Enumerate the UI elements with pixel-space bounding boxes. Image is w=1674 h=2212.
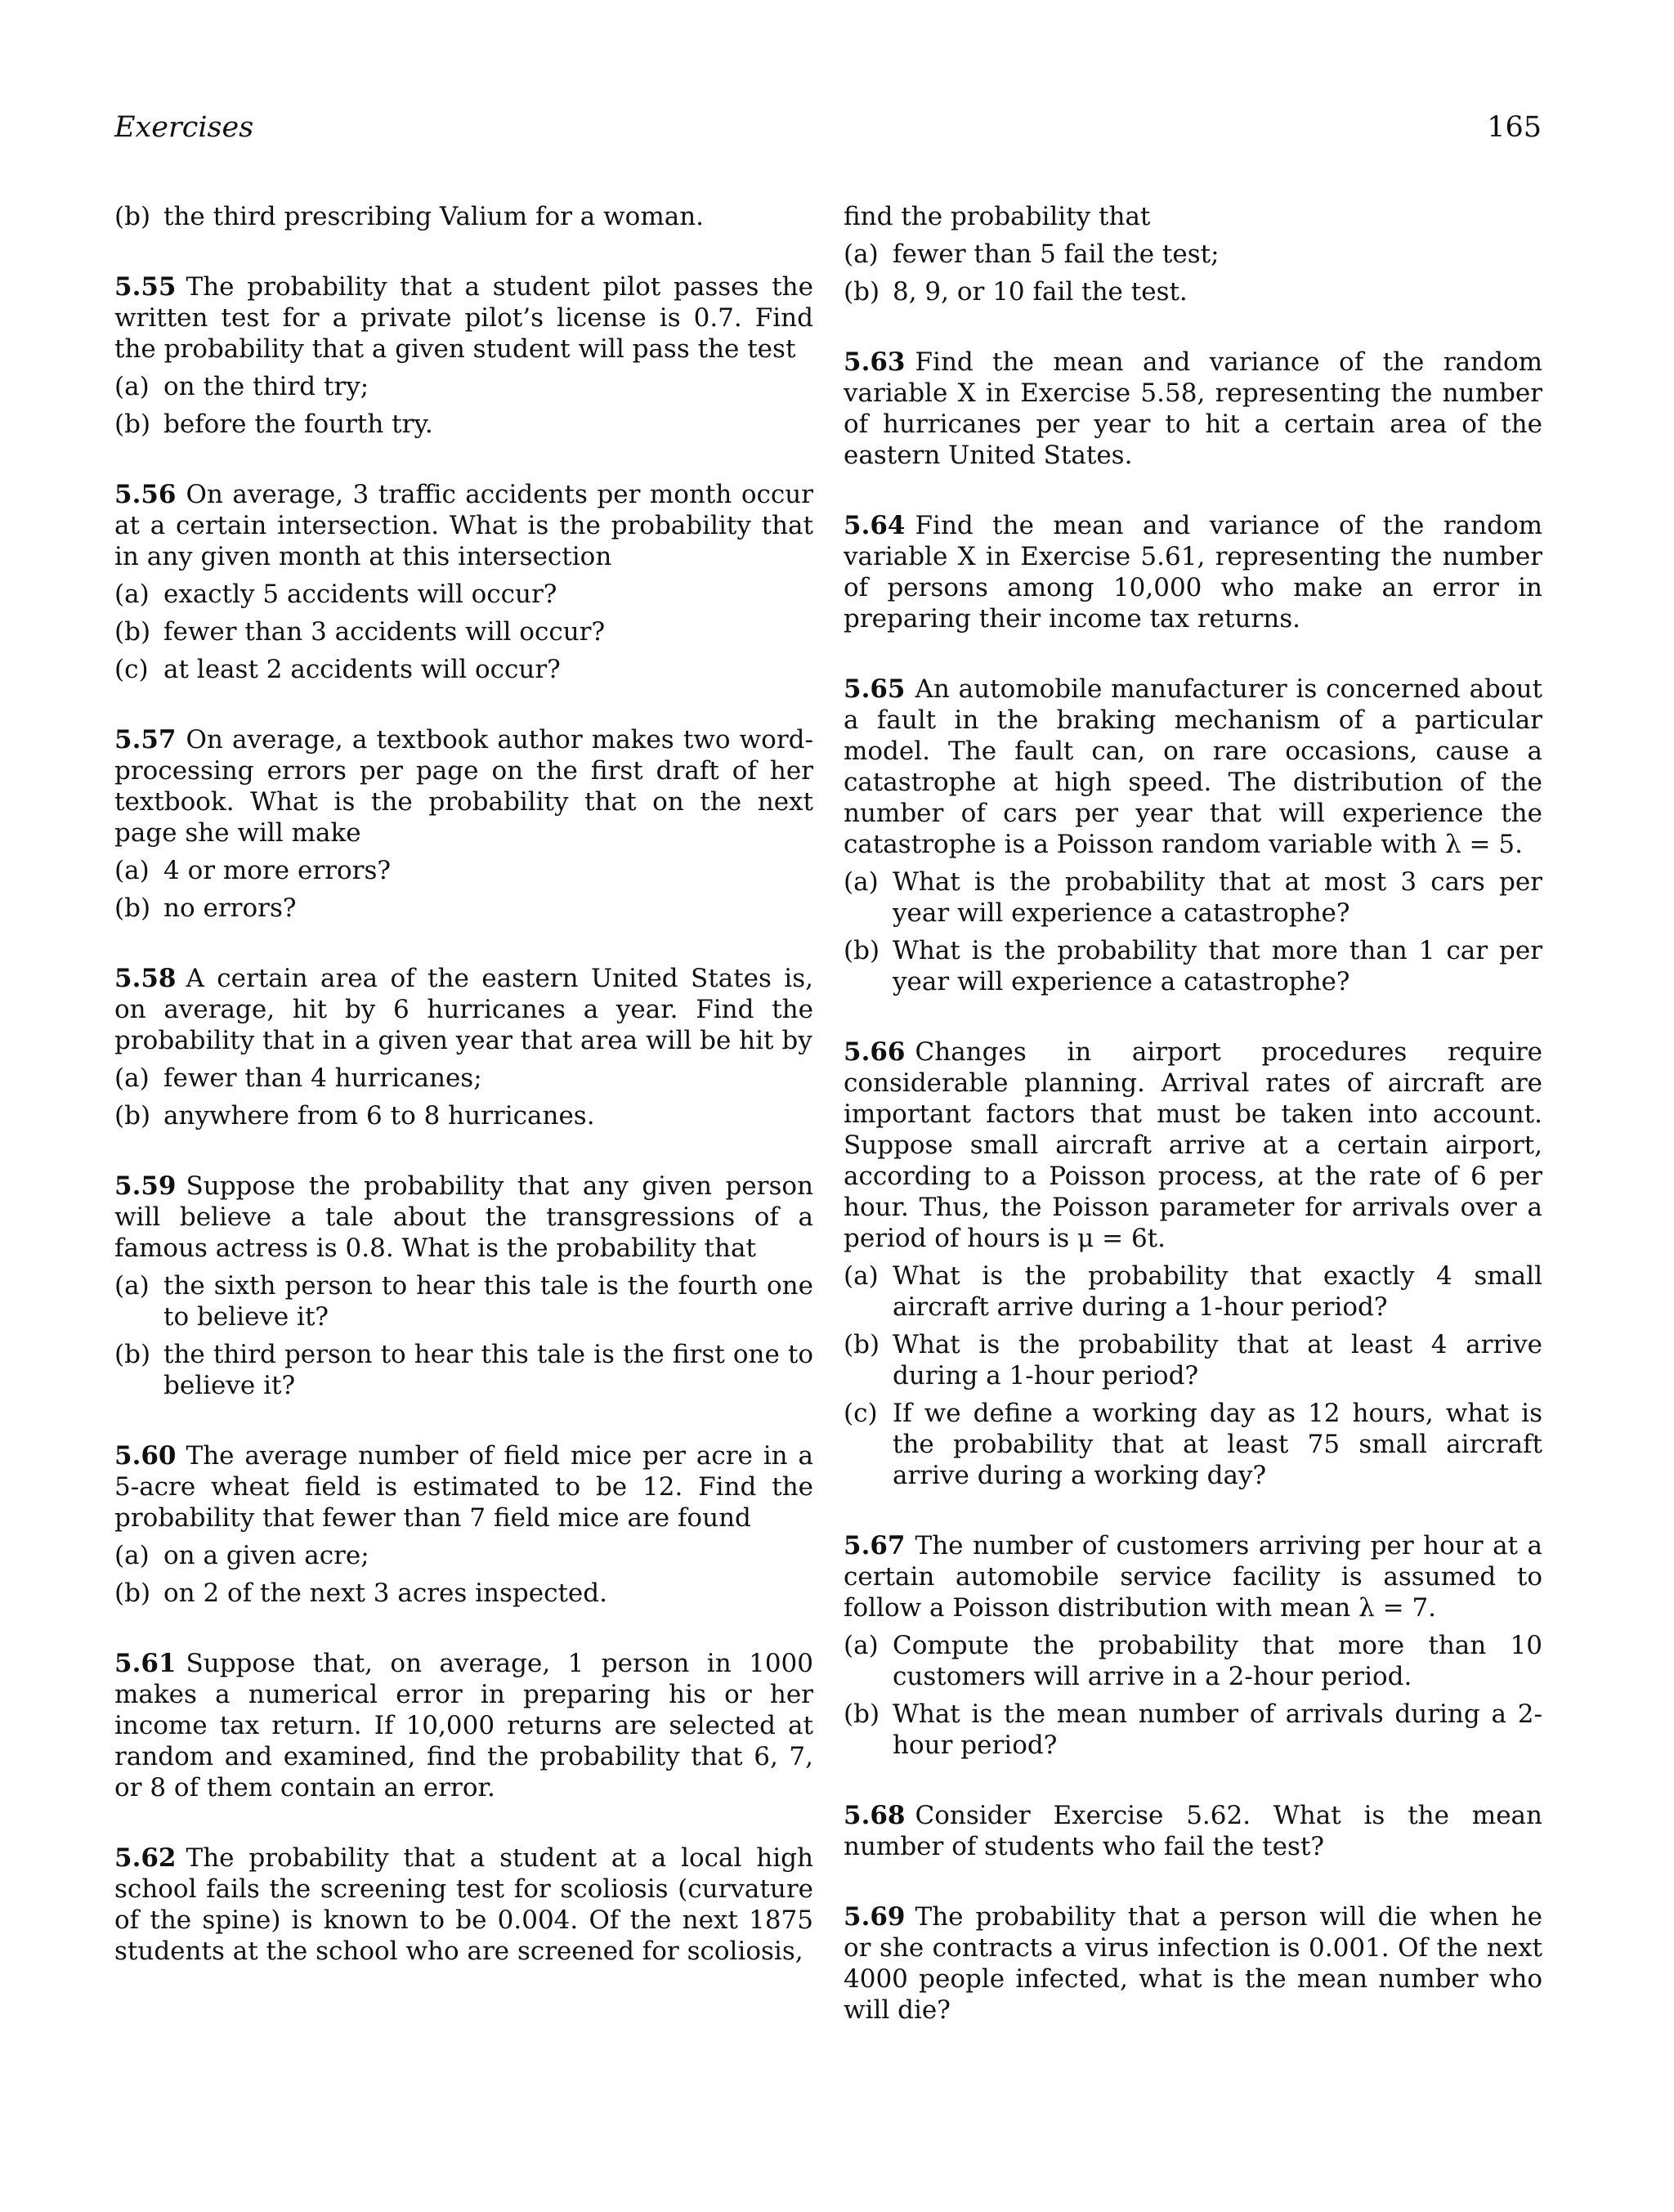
exercise-number: 5.57 [114,725,177,754]
item-text: the third prescribing Valium for a woman. [163,202,705,231]
exercise-item [844,866,1542,929]
exercise-block [844,1037,1542,1491]
exercise-block [114,1440,813,1609]
exercise-block [844,510,1542,634]
item-label: (c) [114,655,149,684]
item-text: What is the probability that exactly 4 small aircraft arrive during a 1-hour period? [893,1261,1542,1322]
item-text: exactly 5 accidents will occur? [163,580,557,609]
exercise-number: 5.61 [114,1649,177,1678]
exercise-text: On average, 3 traffic accidents per month occur at a certain intersection. What is the probability that in any given month at this intersection [114,480,813,571]
exercise-item [114,1063,813,1094]
exercise-item [114,409,813,440]
exercise-text: Changes in airport procedures require considerable planning. Arrival rates of aircraft are important factors that must be taken into account. Suppose small aircraft arrive at a certain airport, according to a Poisson process, at the rate of 6 per hour. Thus, the Poisson parameter for arrivals over a period of hours is μ = 6t. [844,1037,1542,1253]
right-exercise-list [844,347,1542,2026]
item-text: before the fourth try. [163,410,433,439]
exercise-block [844,347,1542,471]
exercise-block [114,1171,813,1401]
exercise-number: 5.69 [844,1902,906,1932]
item-text: fewer than 4 hurricanes; [163,1063,482,1093]
exercise-item [114,893,813,924]
item-text: 8, 9, or 10 fail the test. [893,277,1188,307]
exercise-number: 5.63 [844,347,906,377]
left-column [114,201,813,2006]
exercise-stem [114,271,813,365]
item-text: the third person to hear this tale is the first one to believe it? [163,1340,813,1400]
continued-item-block [114,201,813,232]
exercise-stem: find the probability that [844,202,1151,231]
exercise-stem [114,479,813,572]
item-label: (b) [114,893,151,923]
exercise-block [114,963,813,1131]
exercise-item [844,1329,1542,1391]
exercise-text: The probability that a student at a local high school fails the screening test for scoliosis (curvature of the spine) is known to be 0.004. Of the next 1875 students at the school who are screened for scoliosis, [114,1843,813,1966]
exercise-stem [844,1037,1542,1254]
exercise-item [114,1339,813,1401]
item-label: (b) [844,1330,880,1359]
item-text: What is the probability that at least 4 arrive during a 1-hour period? [893,1330,1542,1390]
exercise-item [114,579,813,610]
exercise-item [114,201,813,232]
exercise-text: The probability that a student pilot passes the written test for a private pilot’s license is 0.7. Find the probability that a given student will pass the test [114,272,813,364]
left-exercise-list [114,271,813,1967]
exercise-item [114,855,813,886]
exercise-block [114,724,813,924]
item-label: (b) [114,1578,151,1608]
exercise-item [844,276,1542,307]
exercise-number: 5.65 [844,674,906,704]
item-text: anywhere from 6 to 8 hurricanes. [163,1101,595,1131]
item-label: (a) [844,1261,879,1291]
page-number: 165 [1487,111,1542,144]
right-column [844,201,1542,2065]
exercise-item [114,1100,813,1131]
exercise-item-list [844,239,1542,307]
exercise-stem [114,1440,813,1534]
exercise-number: 5.62 [114,1843,177,1873]
exercise-stem [844,1901,1542,2026]
exercise-text: Find the mean and variance of the random variable X in Exercise 5.61, representing the number of persons among 10,000 who make an error in preparing their income tax returns. [844,511,1542,634]
exercise-item [114,1270,813,1332]
item-label: (a) [114,1063,150,1093]
exercise-block [844,1800,1542,1862]
item-label: (a) [844,240,879,269]
exercise-item [114,654,813,685]
item-label: (b) [844,1699,880,1729]
exercise-text: A certain area of the eastern United States is, on average, hit by 6 hurricanes a year. Find the probability that in a given year that area will be hit by [114,964,813,1055]
exercise-stem [114,724,813,849]
item-text: What is the mean number of arrivals during a 2-hour period? [893,1699,1542,1760]
item-label: (b) [114,1340,151,1369]
exercise-item [844,1260,1542,1323]
exercise-item [114,371,813,402]
exercise-block [114,1648,813,1803]
item-text: fewer than 5 fail the test; [893,240,1220,269]
exercise-item [844,1699,1542,1761]
exercise-stem [114,1171,813,1264]
exercise-text: The probability that a person will die when he or she contracts a virus infection is 0.001. Of the next 4000 people infected, what is the mean number who will die? [844,1902,1542,2025]
item-label: (b) [844,277,880,307]
exercise-item [844,239,1542,270]
exercise-stem [844,347,1542,471]
exercise-number: 5.66 [844,1037,906,1067]
exercise-block [114,271,813,440]
running-header-section: Exercises [114,111,254,144]
exercise-text: An automobile manufacturer is concerned about a fault in the braking mechanism of a particular model. The fault can, on rare occasions, cause a catastrophe at high speed. The distribution of the number of cars per year that will experience the catastrophe is a Poisson random variable with λ = 5. [844,674,1542,859]
exercise-number: 5.58 [114,964,177,993]
exercise-text: Suppose the probability that any given person will believe a tale about the transgressions of a famous actress is 0.8. What is the probability that [114,1171,813,1263]
exercise-number: 5.64 [844,511,906,540]
item-label: (a) [114,1541,150,1570]
item-label: (b) [114,410,151,439]
item-text: fewer than 3 accidents will occur? [163,617,606,647]
exercise-number: 5.67 [844,1531,906,1560]
exercise-text: Suppose that, on average, 1 person in 1000 makes a numerical error in preparing his or her income tax return. If 10,000 returns are selected at random and examined, find the probability that 6, 7, or 8 of them contain an error. [114,1649,813,1802]
exercise-stem [844,674,1542,860]
exercise-text: On average, a textbook author makes two word-processing errors per page on the first draft of her textbook. What is the probability that on the next page she will make [114,725,813,848]
exercise-block [844,1530,1542,1761]
item-text: If we define a working day as 12 hours, what is the probability that at least 75 small aircraft arrive during a working day? [893,1399,1542,1490]
exercise-block [114,479,813,685]
item-text: What is the probability that more than 1 car per year will experience a catastrophe? [893,936,1542,996]
item-label: (a) [114,580,150,609]
exercise-stem [844,1800,1542,1862]
exercise-number: 5.56 [114,480,177,509]
exercise-item [114,616,813,647]
exercise-block [114,1843,813,1967]
exercise-stem [844,510,1542,634]
exercise-block [844,674,1542,997]
exercise-text: The average number of field mice per acre in a 5-acre wheat field is estimated to be 12. Find the probability that fewer than 7 field mice are found [114,1441,813,1533]
item-label: (c) [844,1399,878,1428]
item-text: 4 or more errors? [163,856,391,885]
exercise-stem [114,963,813,1056]
exercise-text: Consider Exercise 5.62. What is the mean number of students who fail the test? [844,1801,1542,1861]
item-label: (b) [114,617,151,647]
exercise-number: 5.68 [844,1801,906,1830]
item-label: (a) [844,867,879,897]
continued-exercise-block [844,201,1542,307]
exercise-item [844,1398,1542,1491]
exercise-block [844,1901,1542,2026]
exercise-stem [114,1843,813,1967]
item-text: on the third try; [163,372,369,401]
item-label: (b) [114,1101,151,1131]
item-label: (a) [114,856,150,885]
item-text: What is the probability that at most 3 cars per year will experience a catastrophe? [893,867,1542,928]
exercise-number: 5.59 [114,1171,177,1201]
exercise-number: 5.60 [114,1441,177,1471]
exercise-stem [844,1530,1542,1623]
item-label: (a) [114,1271,150,1301]
item-text: at least 2 accidents will occur? [163,655,561,684]
exercise-item [114,1540,813,1571]
item-text: on 2 of the next 3 acres inspected. [163,1578,607,1608]
item-label: (b) [844,936,880,965]
exercise-text: The number of customers arriving per hour at a certain automobile service facility is assumed to follow a Poisson distribution with mean λ = 7. [844,1531,1542,1623]
item-text: on a given acre; [163,1541,369,1570]
item-text: Compute the probability that more than 10 customers will arrive in a 2-hour period. [893,1631,1542,1691]
exercise-item [114,1578,813,1609]
exercise-item [844,1630,1542,1692]
item-text: no errors? [163,893,297,923]
exercise-item [844,935,1542,997]
item-label: (a) [114,372,150,401]
item-text: the sixth person to hear this tale is the fourth one to believe it? [163,1271,813,1332]
exercise-number: 5.55 [114,272,177,302]
exercise-stem [114,1648,813,1803]
exercise-text: Find the mean and variance of the random variable X in Exercise 5.58, representing the number of hurricanes per year to hit a certain area of the eastern United States. [844,347,1542,470]
item-label: (a) [844,1631,879,1660]
item-label: (b) [114,202,151,231]
